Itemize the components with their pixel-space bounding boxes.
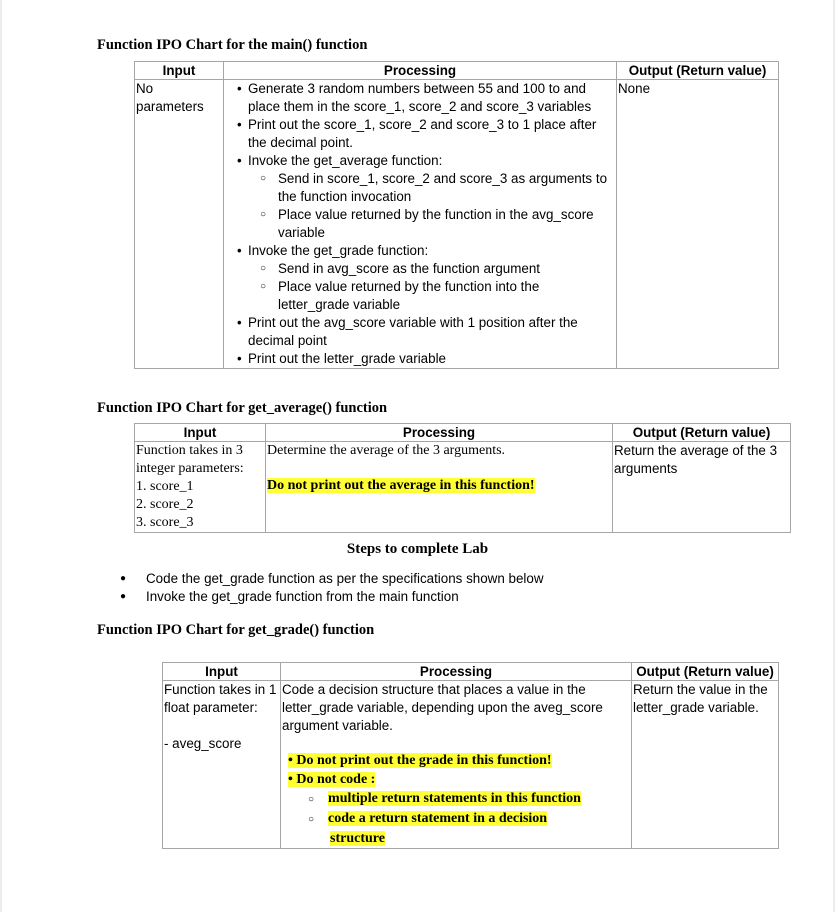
processing-bullet-cont: the decimal point. — [248, 135, 353, 150]
main-input-line: parameters — [136, 99, 204, 114]
grade-input-cell — [163, 681, 281, 849]
average-input-cell — [135, 442, 266, 533]
steps-heading: Steps to complete Lab — [346, 541, 489, 557]
average-input-line: 3. score_3 — [136, 515, 194, 530]
processing-subbullet: ○ Place value returned by the function into the — [236, 278, 615, 296]
average-ipo-table — [134, 423, 791, 533]
average-processing-header: Processing — [266, 424, 613, 442]
main-output-cell — [617, 80, 779, 369]
processing-subbullet: ○ Send in avg_score as the function argument — [236, 260, 615, 278]
processing-bullet: • Print out the avg_score variable with 1 position after the — [236, 314, 615, 332]
grade-input-line: Function takes in 1 — [164, 682, 277, 697]
main-output-header: Output (Return value) — [617, 62, 779, 80]
grade-processing-line: letter_grade variable, depending upon the aveg_score — [282, 700, 603, 715]
processing-bullet-cont: place them in the score_1, score_2 and score_3 variables — [248, 99, 592, 114]
processing-subbullet: ○ Send in score_1, score_2 and score_3 as arguments to — [236, 170, 615, 188]
grade-output-line: Return the value in the — [633, 682, 768, 697]
average-warning-highlight: Do not print out the average in this function! — [267, 478, 535, 493]
processing-subbullet-cont: the function invocation — [278, 189, 412, 204]
grade-output-cell — [632, 681, 779, 849]
main-processing-header: Processing — [224, 62, 617, 80]
average-input-line: Function takes in 3 — [136, 443, 243, 458]
page-edge-left — [0, 0, 2, 912]
average-input-line: integer parameters: — [136, 461, 244, 476]
average-processing-text: Determine the average of the 3 arguments. — [267, 443, 506, 458]
grade-ipo-table — [162, 662, 779, 849]
grade-input-line: float parameter: — [164, 700, 258, 715]
main-ipo-table — [134, 61, 779, 369]
average-processing-cell — [266, 442, 613, 533]
main-input-header: Input — [135, 62, 224, 80]
processing-bullet-cont: decimal point — [248, 333, 327, 348]
grade-output-line: letter_grade variable. — [633, 700, 759, 715]
average-chart-title: Function IPO Chart for get_average() function — [97, 400, 388, 416]
average-output-header: Output (Return value) — [613, 424, 791, 442]
main-input-line: No — [136, 81, 154, 96]
average-input-header: Input — [135, 424, 266, 442]
grade-chart-title: Function IPO Chart for get_grade() function — [97, 622, 375, 638]
main-processing-cell — [224, 80, 617, 369]
grade-warning-highlight: multiple return statements in this function — [328, 791, 581, 806]
grade-input-line: - aveg_score — [164, 736, 242, 751]
grade-input-header: Input — [163, 663, 281, 681]
processing-subbullet-cont: variable — [278, 225, 325, 240]
main-input-cell — [135, 80, 224, 369]
average-output-line: Return the average of the 3 — [614, 443, 778, 458]
steps-list-item: ● Invoke the get_grade function from the main function — [120, 588, 544, 606]
average-output-line: arguments — [614, 461, 678, 476]
processing-bullet: • Invoke the get_grade function: — [236, 242, 615, 260]
grade-warning-highlight: Do not code : — [296, 772, 376, 787]
grade-processing-line: argument variable. — [282, 718, 393, 733]
grade-warning-highlight: code a return statement in a decision — [328, 811, 548, 826]
average-output-cell — [613, 442, 791, 533]
processing-bullet: • Print out the letter_grade variable — [236, 350, 615, 368]
grade-output-header: Output (Return value) — [632, 663, 779, 681]
main-chart-title: Function IPO Chart for the main() function — [97, 37, 368, 53]
grade-processing-cell: Code a decision structure that places a value in the letter_grade variable, depending upon the aveg_score argument variable. • Do not print out the grade in this function! • Do not code : ○ multiple return statements in this function ○ code a return statement in a decision structure — [281, 681, 632, 849]
grade-processing-line: Code a decision structure that places a value in the — [282, 682, 586, 697]
processing-subbullet: ○ Place value returned by the function in the avg_score — [236, 206, 615, 224]
grade-input-line — [164, 717, 279, 735]
processing-subbullet-cont: letter_grade variable — [278, 297, 401, 312]
processing-bullet: • Print out the score_1, score_2 and score_3 to 1 place after — [236, 116, 615, 134]
main-output-value: None — [618, 81, 651, 96]
grade-processing-header: Processing — [281, 663, 632, 681]
average-input-line: 2. score_2 — [136, 497, 194, 512]
steps-list — [120, 570, 544, 606]
processing-bullet: • Generate 3 random numbers between 55 and 100 to and — [236, 80, 615, 98]
grade-warning-highlight: Do not print out the grade in this function! — [296, 753, 552, 768]
grade-warning-highlight: structure — [330, 831, 385, 846]
steps-list-item: ● Code the get_grade function as per the specifications shown below — [120, 570, 544, 588]
average-input-line: 1. score_1 — [136, 479, 194, 494]
processing-bullet: • Invoke the get_average function: — [236, 152, 615, 170]
